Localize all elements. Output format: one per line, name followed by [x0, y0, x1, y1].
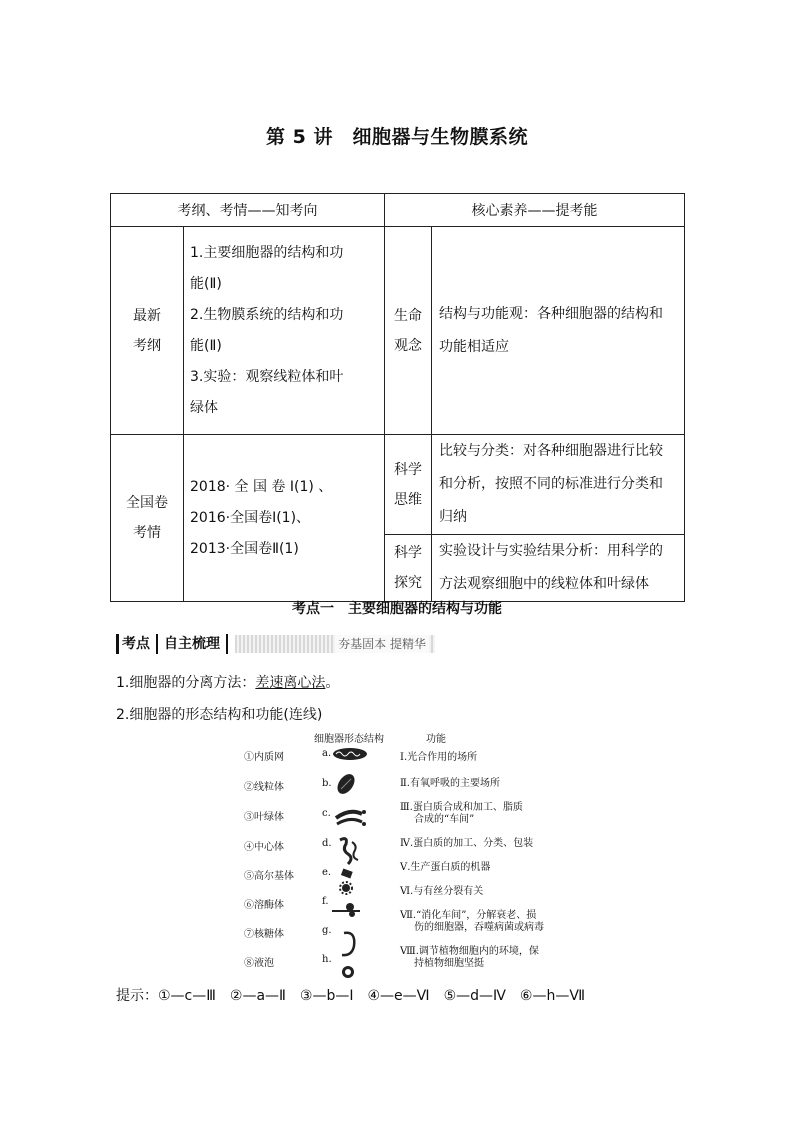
figure-col-function: 功能 [426, 734, 446, 745]
paragraph-matching: 2.细胞器的形态结构和功能(连线) [116, 707, 323, 723]
bar-strip [235, 635, 435, 653]
golgi-icon [336, 810, 366, 826]
organelle-label: ②线粒体 [244, 782, 284, 793]
bar-divider [156, 634, 158, 654]
structure-letter: h. [322, 954, 332, 965]
objectives-table [110, 193, 685, 602]
mitochondrion-icon [333, 748, 367, 760]
function-item: 伤的细胞器，吞噬病菌或病毒 [414, 922, 544, 933]
chloroplast-icon [334, 771, 358, 797]
function-item: Ⅷ.调节植物细胞内的环境，保 [400, 946, 539, 957]
structure-letter: e. [322, 867, 332, 878]
literacy-label-thinking: 科学 思维 [385, 435, 432, 535]
bar-divider [226, 634, 228, 654]
exam-items: 2018· 全 国 卷 Ⅰ(1) 、 2016·全国卷Ⅰ(1)、 2013·全国卷Ⅱ(1) [184, 435, 385, 602]
vacuole-icon [342, 966, 354, 978]
structure-letter: c. [322, 808, 331, 819]
function-item: Ⅳ.蛋白质的加工、分类、包装 [400, 838, 534, 849]
organelle-label: ③叶绿体 [244, 812, 284, 823]
function-item: 合成的“车间” [414, 814, 475, 825]
literacy-label-life: 生命 观念 [385, 227, 432, 435]
structure-letter: b. [322, 778, 332, 789]
bar-label-point: 考点 [116, 634, 153, 654]
structure-letter: d. [322, 838, 332, 849]
section-bar [116, 633, 435, 655]
table-header-left: 考纲、考情——知考向 [111, 194, 385, 227]
function-item: Ⅰ.光合作用的场所 [400, 752, 478, 763]
bar-label-review: 自主梳理 [164, 636, 220, 652]
function-item: Ⅶ.“消化车间”，分解衰老、损 [400, 910, 537, 921]
er-icon [340, 839, 358, 864]
table-header-right: 核心素养——提考能 [385, 194, 685, 227]
function-item: 持植物细胞坚挺 [414, 958, 484, 969]
organelle-drawings [330, 742, 370, 978]
bar-strip-text: 夯基固本 提精华 [335, 635, 429, 653]
lysosome-icon [342, 933, 354, 955]
matching-figure [238, 728, 568, 978]
function-item: Ⅱ.有氧呼吸的主要场所 [400, 778, 500, 789]
organelle-label: ④中心体 [244, 842, 284, 853]
syllabus-items: 1.主要细胞器的结构和功 能(Ⅱ) 2.生物膜系统的结构和功 能(Ⅱ) 3.实验：观察线粒体和叶 绿体 [184, 227, 385, 435]
function-item: Ⅵ.与有丝分裂有关 [400, 886, 484, 897]
answer-underlined: 差速离心法 [255, 675, 326, 691]
figure-col-structure: 细胞器形态结构 [314, 734, 384, 745]
literacy-text-thinking: 比较与分类：对各种细胞器进行比较 和分析，按照不同的标准进行分类和 归纳 [432, 435, 685, 535]
structure-letter: a. [322, 748, 332, 759]
answer-tip: 提示：①—c—Ⅲ ②—a—Ⅱ ③—b—Ⅰ ④—e—Ⅵ ⑤—d—Ⅳ ⑥—h—Ⅶ [116, 988, 586, 1004]
section-heading: 考点一 主要细胞器的结构与功能 [292, 601, 502, 617]
ribosome-icon [332, 903, 360, 917]
structure-letter: g. [322, 925, 332, 936]
organelle-label: ⑥溶酶体 [244, 900, 284, 911]
structure-letter: f. [322, 896, 329, 907]
organelle-label: ⑤高尔基体 [244, 871, 294, 882]
literacy-text-life: 结构与功能观：各种细胞器的结构和 功能相适应 [432, 227, 685, 435]
page-title: 第 5 讲 细胞器与生物膜系统 [266, 126, 528, 148]
organelle-label: ①内质网 [244, 752, 284, 763]
paragraph-separation: 1.细胞器的分离方法：差速离心法。 [116, 675, 340, 691]
literacy-text-inquiry: 实验设计与实验结果分析：用科学的 方法观察细胞中的线粒体和叶绿体 [432, 535, 685, 602]
organelle-label: ⑧液泡 [244, 958, 274, 969]
centriole-icon [340, 868, 353, 894]
function-item: Ⅲ.蛋白质合成和加工、脂质 [400, 802, 523, 813]
row-label-exam: 全国卷 考情 [111, 435, 184, 602]
function-item: Ⅴ.生产蛋白质的机器 [400, 862, 491, 873]
row-label-syllabus: 最新 考纲 [111, 227, 184, 435]
organelle-label: ⑦核糖体 [244, 929, 284, 940]
literacy-label-inquiry: 科学 探究 [385, 535, 432, 602]
